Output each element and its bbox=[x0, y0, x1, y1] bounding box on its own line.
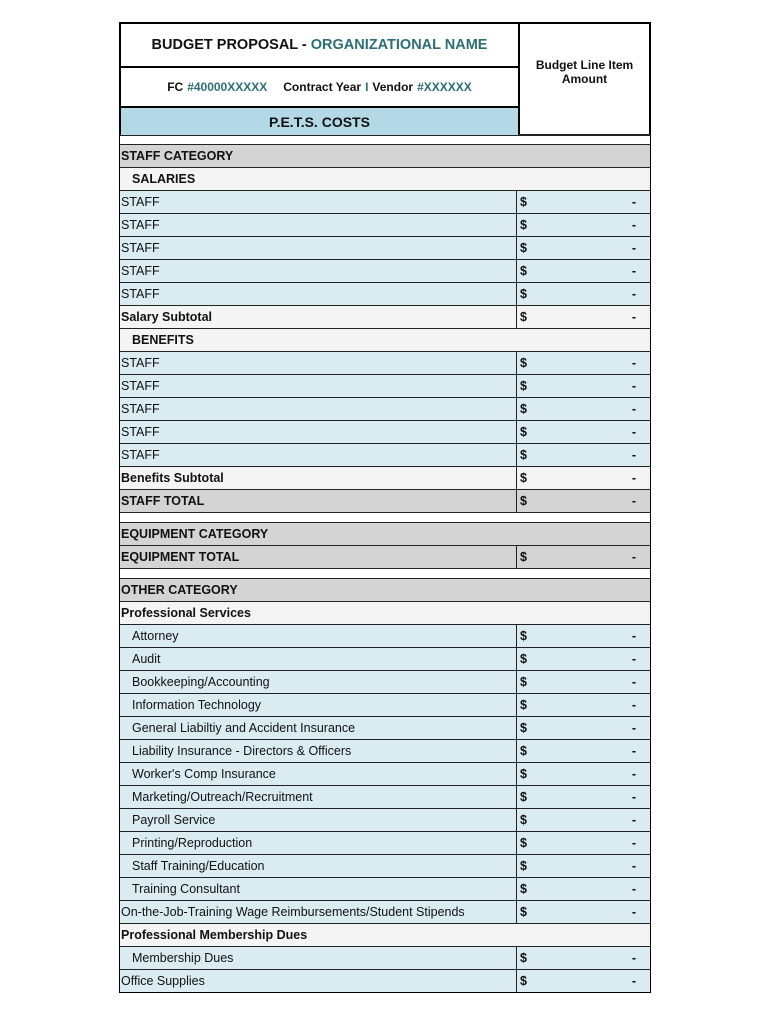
amount-cell[interactable] bbox=[517, 648, 650, 670]
amount-value: - bbox=[631, 264, 636, 278]
amount-cell[interactable] bbox=[517, 283, 650, 305]
amount-cell[interactable] bbox=[517, 375, 650, 397]
amount-cell[interactable] bbox=[517, 947, 650, 969]
currency-symbol: $ bbox=[520, 425, 527, 439]
currency-symbol: $ bbox=[520, 241, 527, 255]
amount-cell[interactable] bbox=[517, 421, 650, 443]
row-label: STAFF bbox=[120, 375, 517, 397]
amount-cell[interactable] bbox=[517, 260, 650, 282]
budget-sheet bbox=[119, 22, 651, 993]
row-label: BENEFITS bbox=[132, 333, 194, 347]
amount-header-line1: Budget Line Item bbox=[535, 58, 634, 72]
group-row bbox=[120, 923, 650, 946]
amount-cell[interactable] bbox=[517, 191, 650, 213]
line-item-row bbox=[120, 351, 650, 374]
line-item-row bbox=[120, 282, 650, 305]
amount-value: - bbox=[631, 905, 636, 919]
amount-cell[interactable] bbox=[517, 625, 650, 647]
currency-symbol: $ bbox=[520, 813, 527, 827]
row-label: Printing/Reproduction bbox=[120, 832, 517, 854]
contract-info bbox=[121, 68, 518, 108]
amount-cell[interactable] bbox=[517, 717, 650, 739]
amount-value: - bbox=[631, 425, 636, 439]
row-label: SALARIES bbox=[132, 172, 196, 186]
category-row bbox=[120, 578, 650, 601]
row-spacer bbox=[120, 568, 650, 578]
amount-cell[interactable] bbox=[517, 546, 650, 568]
line-item-row bbox=[120, 831, 650, 854]
row-label: STAFF bbox=[120, 214, 517, 236]
currency-symbol: $ bbox=[520, 951, 527, 965]
row-label: Attorney bbox=[120, 625, 517, 647]
line-item-row bbox=[120, 670, 650, 693]
amount-value: - bbox=[631, 813, 636, 827]
amount-value: - bbox=[631, 494, 636, 508]
currency-symbol: $ bbox=[520, 629, 527, 643]
amount-value: - bbox=[631, 790, 636, 804]
currency-symbol: $ bbox=[520, 836, 527, 850]
line-item-row bbox=[120, 946, 650, 969]
line-item-row bbox=[120, 213, 650, 236]
row-label: EQUIPMENT TOTAL bbox=[120, 546, 517, 568]
row-label: STAFF bbox=[120, 421, 517, 443]
amount-cell[interactable] bbox=[517, 878, 650, 900]
row-label: Professional Services bbox=[121, 606, 251, 620]
line-item-row bbox=[120, 877, 650, 900]
amount-cell[interactable] bbox=[517, 740, 650, 762]
amount-cell[interactable] bbox=[517, 694, 650, 716]
line-item-row bbox=[120, 693, 650, 716]
row-label: Office Supplies bbox=[120, 970, 517, 992]
line-item-row bbox=[120, 443, 650, 466]
amount-value: - bbox=[631, 951, 636, 965]
currency-symbol: $ bbox=[520, 379, 527, 393]
row-label: Marketing/Outreach/Recruitment bbox=[120, 786, 517, 808]
header-spacer bbox=[119, 134, 651, 144]
amount-value: - bbox=[631, 550, 636, 564]
budget-table bbox=[119, 144, 651, 993]
amount-value: - bbox=[631, 652, 636, 666]
currency-symbol: $ bbox=[520, 310, 527, 324]
vendor-label: Vendor bbox=[372, 80, 414, 94]
line-item-row bbox=[120, 374, 650, 397]
title-prefix: BUDGET PROPOSAL - bbox=[151, 37, 311, 53]
amount-value: - bbox=[631, 882, 636, 896]
fc-value: #40000XXXXX bbox=[187, 80, 268, 94]
line-item-row bbox=[120, 190, 650, 213]
row-label: STAFF CATEGORY bbox=[121, 149, 234, 163]
category-row bbox=[120, 522, 650, 545]
currency-symbol: $ bbox=[520, 675, 527, 689]
row-label: Payroll Service bbox=[120, 809, 517, 831]
subtotal-row bbox=[120, 305, 650, 328]
row-label: STAFF bbox=[120, 191, 517, 213]
amount-cell[interactable] bbox=[517, 398, 650, 420]
row-label: STAFF bbox=[120, 352, 517, 374]
subtotal-row bbox=[120, 466, 650, 489]
line-item-row bbox=[120, 808, 650, 831]
currency-symbol: $ bbox=[520, 356, 527, 370]
amount-column-header bbox=[520, 24, 649, 134]
amount-value: - bbox=[631, 859, 636, 873]
line-item-row bbox=[120, 716, 650, 739]
amount-cell[interactable] bbox=[517, 901, 650, 923]
header-left bbox=[121, 24, 520, 134]
line-item-row bbox=[120, 854, 650, 877]
line-item-row bbox=[120, 236, 650, 259]
line-item-row bbox=[120, 785, 650, 808]
row-label: Worker's Comp Insurance bbox=[120, 763, 517, 785]
amount-cell[interactable] bbox=[517, 352, 650, 374]
amount-value: - bbox=[631, 629, 636, 643]
amount-cell[interactable] bbox=[517, 809, 650, 831]
fc-label: FC bbox=[167, 80, 184, 94]
subheader-row bbox=[120, 167, 650, 190]
currency-symbol: $ bbox=[520, 471, 527, 485]
amount-value: - bbox=[631, 698, 636, 712]
row-label: STAFF bbox=[120, 398, 517, 420]
amount-cell[interactable] bbox=[517, 970, 650, 992]
row-label: Liability Insurance - Directors & Officers bbox=[120, 740, 517, 762]
contract-label: Contract Year bbox=[283, 80, 362, 94]
pets-costs-heading: P.E.T.S. COSTS bbox=[121, 108, 518, 135]
amount-cell[interactable] bbox=[517, 444, 650, 466]
currency-symbol: $ bbox=[520, 744, 527, 758]
amount-cell[interactable] bbox=[517, 855, 650, 877]
line-item-row bbox=[120, 762, 650, 785]
currency-symbol: $ bbox=[520, 652, 527, 666]
row-label: Audit bbox=[120, 648, 517, 670]
organization-name: ORGANIZATIONAL NAME bbox=[310, 37, 488, 53]
amount-value: - bbox=[631, 471, 636, 485]
amount-cell[interactable] bbox=[517, 671, 650, 693]
amount-value: - bbox=[631, 744, 636, 758]
line-item-row bbox=[120, 647, 650, 670]
amount-value: - bbox=[631, 974, 636, 988]
currency-symbol: $ bbox=[520, 859, 527, 873]
page-title bbox=[121, 24, 518, 68]
row-label: Bookkeeping/Accounting bbox=[120, 671, 517, 693]
line-item-row bbox=[120, 420, 650, 443]
currency-symbol: $ bbox=[520, 905, 527, 919]
amount-cell[interactable] bbox=[517, 763, 650, 785]
row-label: Information Technology bbox=[120, 694, 517, 716]
line-item-row bbox=[120, 624, 650, 647]
category-row bbox=[120, 144, 650, 167]
vendor-value: #XXXXXX bbox=[417, 80, 472, 94]
row-label: OTHER CATEGORY bbox=[121, 583, 238, 597]
line-item-row bbox=[120, 900, 650, 923]
amount-value: - bbox=[631, 356, 636, 370]
row-label: STAFF bbox=[120, 444, 517, 466]
amount-value: - bbox=[631, 218, 636, 232]
row-label: STAFF bbox=[120, 260, 517, 282]
total-row bbox=[120, 545, 650, 568]
currency-symbol: $ bbox=[520, 698, 527, 712]
row-label: Benefits Subtotal bbox=[120, 467, 517, 489]
row-label: General Liabiltiy and Accident Insurance bbox=[120, 717, 517, 739]
budget-header bbox=[119, 22, 651, 134]
amount-cell[interactable] bbox=[517, 786, 650, 808]
currency-symbol: $ bbox=[520, 882, 527, 896]
amount-value: - bbox=[631, 448, 636, 462]
subheader-row bbox=[120, 328, 650, 351]
row-label: Salary Subtotal bbox=[120, 306, 517, 328]
amount-value: - bbox=[631, 310, 636, 324]
group-row bbox=[120, 601, 650, 624]
currency-symbol: $ bbox=[520, 195, 527, 209]
amount-value: - bbox=[631, 721, 636, 735]
currency-symbol: $ bbox=[520, 264, 527, 278]
currency-symbol: $ bbox=[520, 494, 527, 508]
amount-value: - bbox=[631, 836, 636, 850]
amount-value: - bbox=[631, 675, 636, 689]
row-label: On-the-Job-Training Wage Reimbursements/Student Stipends bbox=[120, 901, 517, 923]
row-spacer bbox=[120, 512, 650, 522]
amount-cell[interactable] bbox=[517, 832, 650, 854]
line-item-row bbox=[120, 739, 650, 762]
row-label: Membership Dues bbox=[120, 947, 517, 969]
amount-value: - bbox=[631, 241, 636, 255]
row-label: STAFF TOTAL bbox=[120, 490, 517, 512]
currency-symbol: $ bbox=[520, 790, 527, 804]
amount-cell[interactable] bbox=[517, 214, 650, 236]
currency-symbol: $ bbox=[520, 550, 527, 564]
amount-value: - bbox=[631, 195, 636, 209]
row-label: Professional Membership Dues bbox=[121, 928, 308, 942]
total-row bbox=[120, 489, 650, 512]
row-label: Training Consultant bbox=[120, 878, 517, 900]
amount-value: - bbox=[631, 379, 636, 393]
row-label: Staff Training/Education bbox=[120, 855, 517, 877]
currency-symbol: $ bbox=[520, 721, 527, 735]
line-item-row bbox=[120, 259, 650, 282]
amount-value: - bbox=[631, 402, 636, 416]
amount-cell[interactable] bbox=[517, 467, 650, 489]
amount-cell[interactable] bbox=[517, 306, 650, 328]
amount-value: - bbox=[631, 767, 636, 781]
currency-symbol: $ bbox=[520, 448, 527, 462]
row-label: STAFF bbox=[120, 283, 517, 305]
row-label: STAFF bbox=[120, 237, 517, 259]
currency-symbol: $ bbox=[520, 974, 527, 988]
currency-symbol: $ bbox=[520, 287, 527, 301]
line-item-row bbox=[120, 397, 650, 420]
amount-cell[interactable] bbox=[517, 237, 650, 259]
currency-symbol: $ bbox=[520, 402, 527, 416]
amount-value: - bbox=[631, 287, 636, 301]
line-item-row bbox=[120, 969, 650, 992]
amount-cell[interactable] bbox=[517, 490, 650, 512]
amount-header-line2: Amount bbox=[561, 72, 608, 86]
row-label: EQUIPMENT CATEGORY bbox=[121, 527, 269, 541]
contract-separator: I bbox=[365, 80, 369, 94]
currency-symbol: $ bbox=[520, 218, 527, 232]
currency-symbol: $ bbox=[520, 767, 527, 781]
